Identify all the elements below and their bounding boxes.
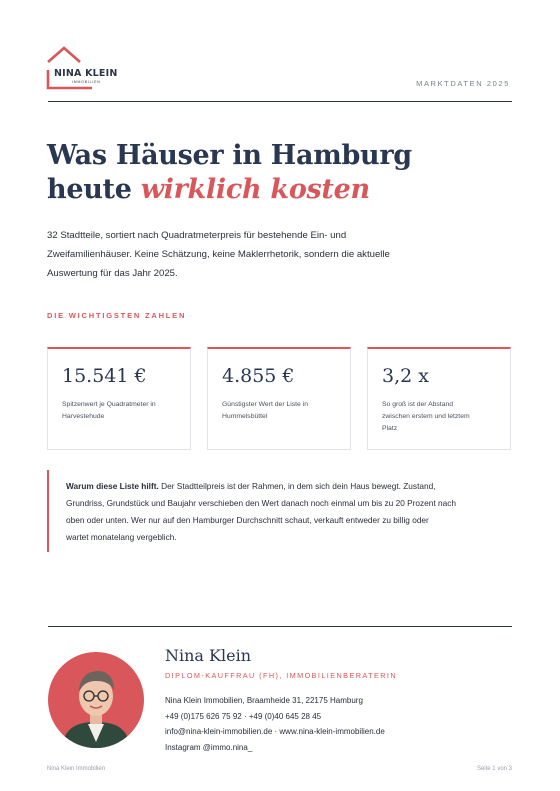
callout-text: Der Stadtteilpreis ist der Rahmen, in dem sich dein Haus bewegt. Zustand, — [158, 481, 436, 491]
contact-social[interactable]: Instagram @immo.nina_ — [165, 742, 253, 752]
title-accent: wirklich kosten — [140, 174, 370, 205]
avatar — [48, 652, 144, 748]
page-title — [47, 139, 412, 207]
stat-card-spread — [367, 347, 511, 450]
header-label: MARKTDATEN 2025 — [416, 79, 510, 88]
intro-line: Zweifamilienhäuser. Keine Schätzung, keine Maklerrhetorik, sondern die aktuelle — [47, 249, 390, 260]
contact-web[interactable]: info@nina-klein-immobilien.de · www.nina-klein-immobilien.de — [165, 727, 385, 736]
intro-paragraph — [47, 226, 427, 283]
contact-divider — [48, 626, 512, 627]
stat-description-line: So groß ist der Abstand — [382, 401, 454, 408]
intro-line: 32 Stadtteile, sortiert nach Quadratmeterpreis für bestehende Ein- und — [47, 230, 347, 241]
footer-page-number: Seite 1 von 3 — [476, 766, 512, 772]
contact-address: Nina Klein Immobilien, Braamheide 31, 22175 Hamburg — [165, 696, 363, 705]
stat-description-line: Spitzenwert je Quadratmeter in — [62, 401, 156, 408]
stat-description-line: zwischen erstem und letztem — [382, 413, 470, 420]
title-plain: heute — [47, 174, 141, 205]
stat-card-top-price — [47, 347, 191, 450]
stat-description — [222, 399, 344, 423]
stat-card-lowest-price — [207, 347, 351, 450]
portrait-icon — [48, 652, 144, 748]
contact-phones[interactable]: +49 (0)175 626 75 92 · +49 (0)40 645 28 45 — [165, 711, 322, 721]
stat-value: 4.855 € — [222, 365, 295, 387]
intro-line: Auswertung für das Jahr 2025. — [47, 268, 178, 279]
stat-description — [382, 399, 504, 435]
title-line-2 — [47, 173, 412, 207]
stat-description-line: Harvestehude — [62, 413, 105, 420]
stat-description-line: Hummelsbüttel — [222, 413, 268, 420]
callout-line — [66, 478, 512, 495]
stat-description-line: Günstigster Wert der Liste in — [222, 401, 309, 408]
logo-wordmark: NINA KLEIN — [54, 68, 118, 79]
header-divider — [48, 101, 512, 102]
contact-title: DIPLOM-KAUFFRAU (FH), IMMOBILIENBERATERIN — [165, 671, 397, 680]
brand-logo — [46, 46, 126, 92]
title-line-1: Was Häuser in Hamburg — [47, 140, 412, 171]
callout-line: wartet monatelang vergeblich. — [66, 532, 177, 542]
contact-details — [165, 693, 385, 755]
stat-description — [62, 399, 184, 423]
callout-lead: Warum diese Liste hilft. — [66, 481, 159, 491]
stat-value: 15.541 € — [62, 365, 147, 387]
stat-description-line: Platz — [382, 425, 398, 432]
logo-subline: IMMOBILIEN — [72, 80, 101, 84]
section-label: DIE WICHTIGSTEN ZAHLEN — [47, 311, 187, 320]
contact-name: Nina Klein — [165, 646, 252, 665]
callout-line: oben oder unten. Wer nur auf den Hamburger Durchschnitt schaut, verkauft entweder zu billig oder — [66, 515, 429, 525]
callout-line: Grundriss, Grundstück und Baujahr verschieben den Wert danach noch einmal um bis zu 20 Prozent nach — [66, 498, 457, 508]
stat-value: 3,2 x — [382, 365, 429, 387]
info-callout — [47, 470, 512, 552]
footer-company: Nina Klein Immobilien — [47, 766, 106, 772]
